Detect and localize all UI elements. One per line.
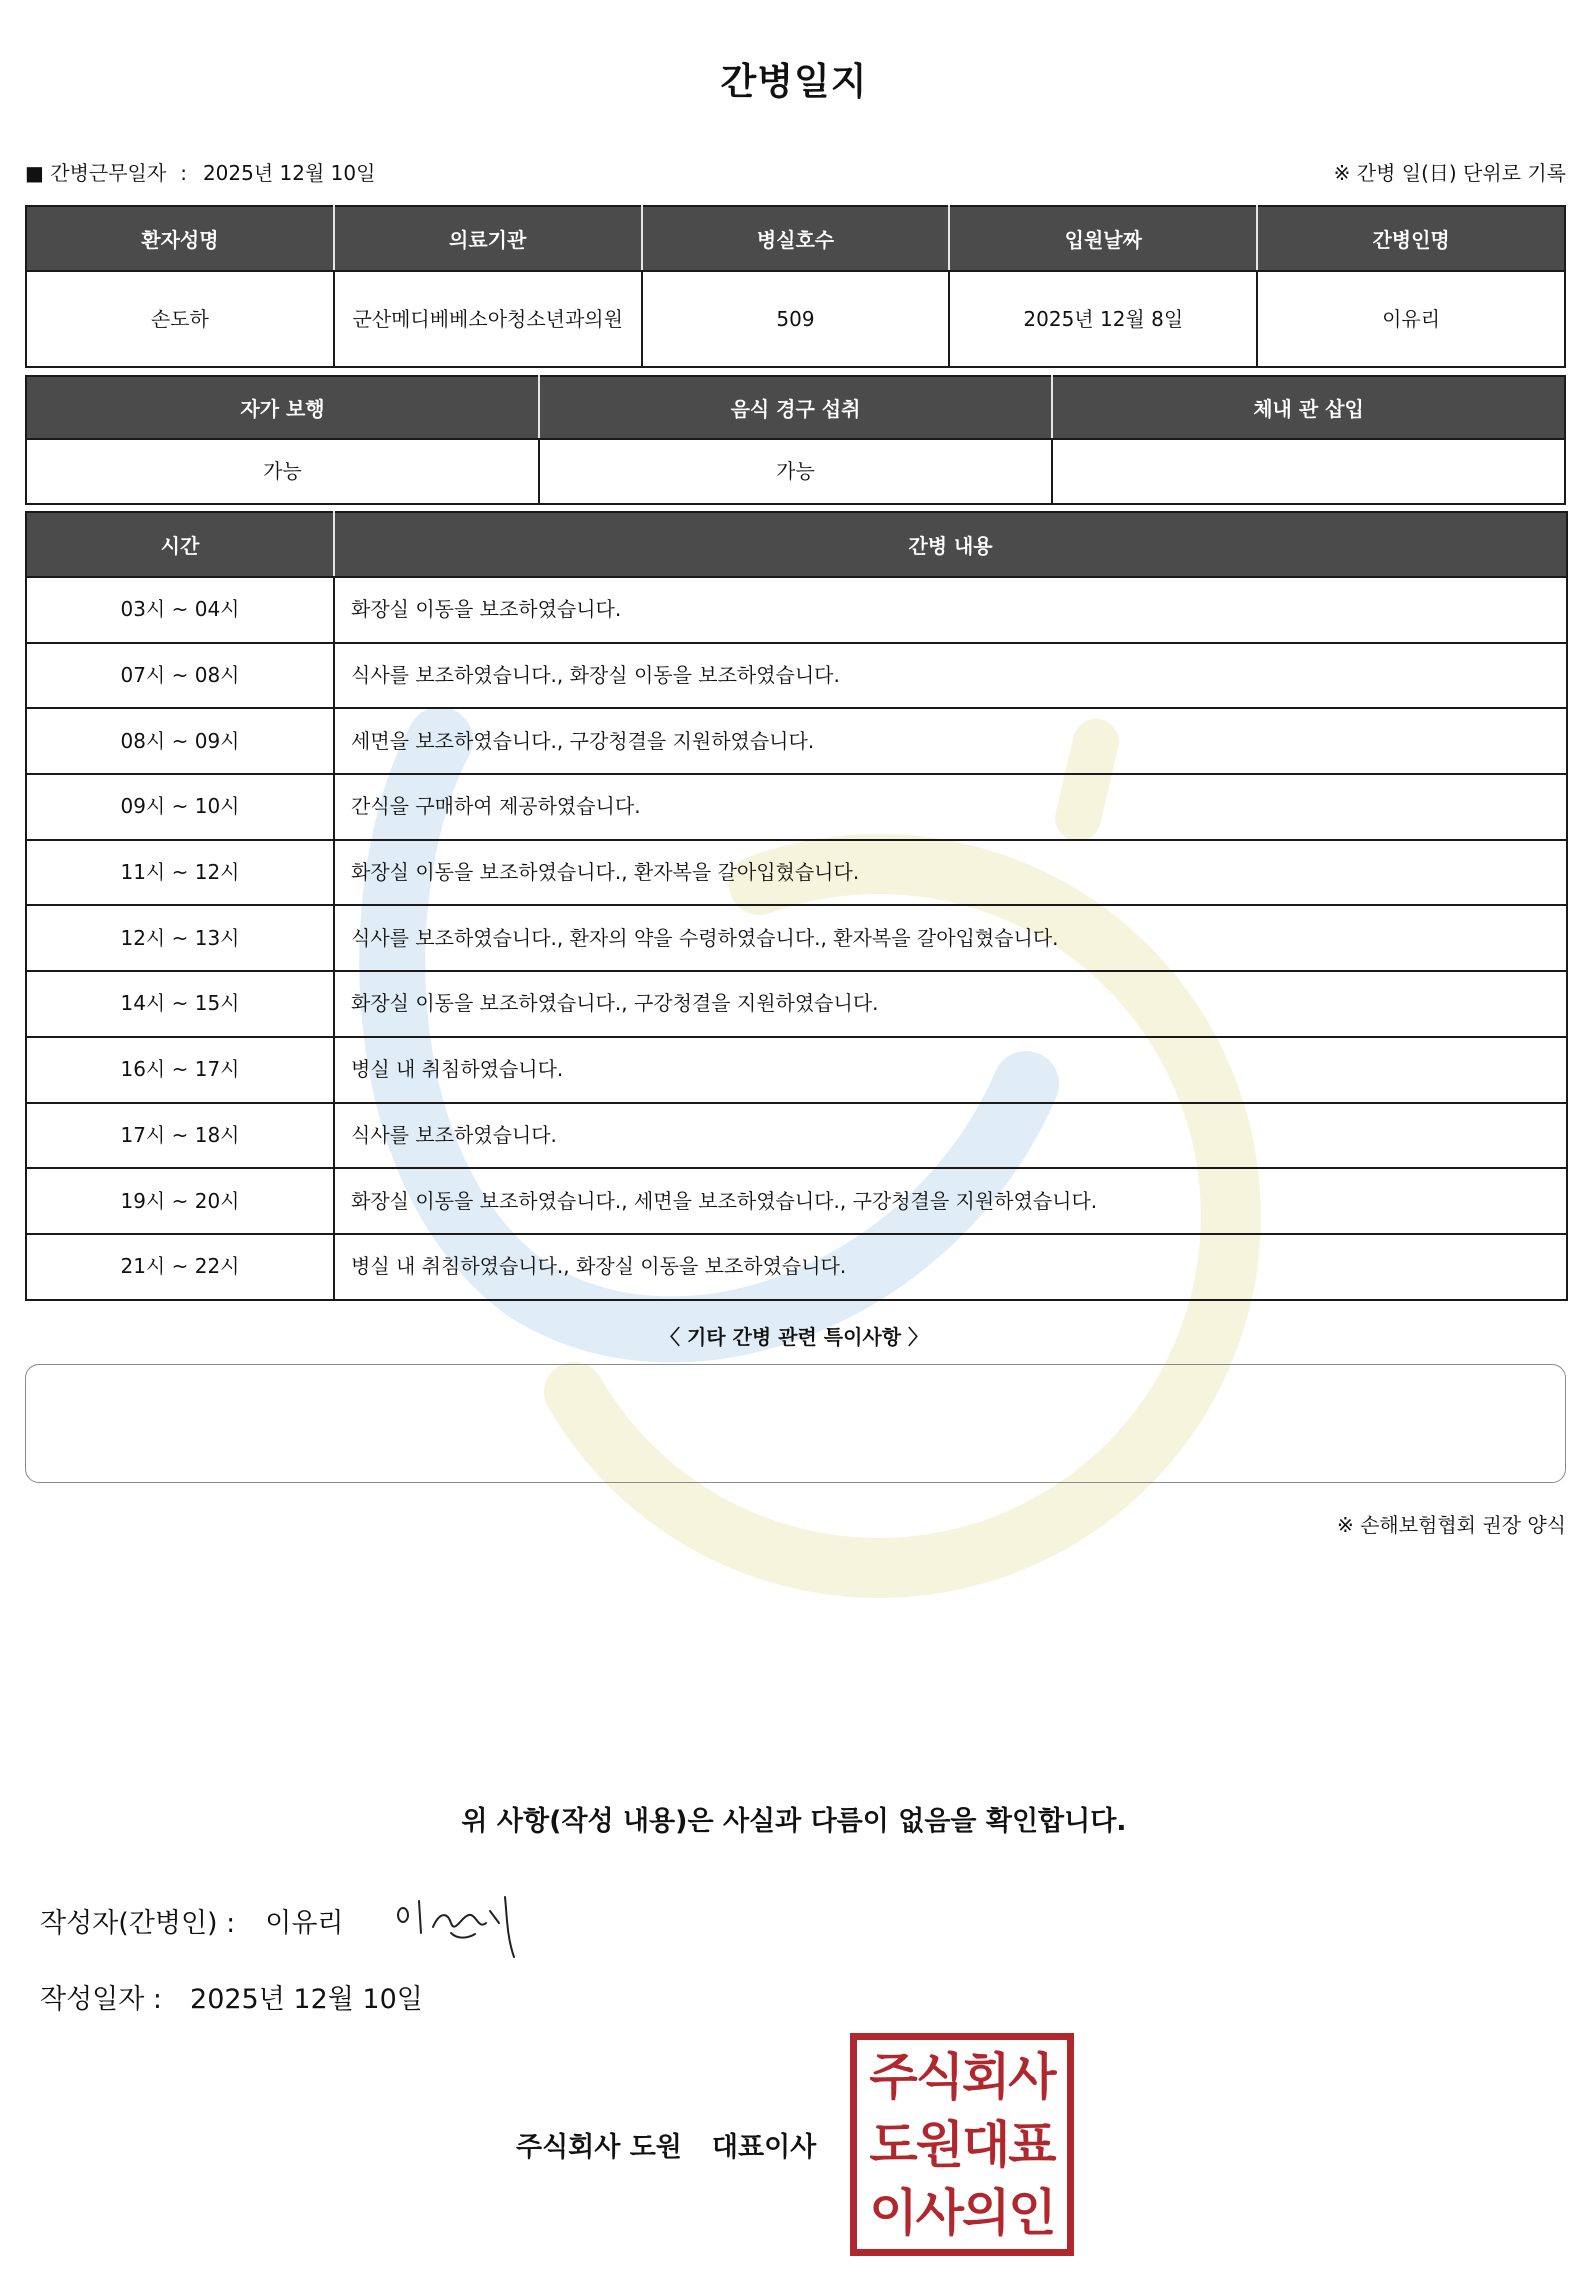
record-unit-note: ※ 간병 일(日) 단위로 기록 [1333, 161, 1566, 185]
log-row [26, 708, 1567, 774]
room-number: 509 [642, 271, 950, 367]
form-source-note: ※ 손해보험협회 권장 양식 [1336, 1513, 1566, 1537]
header-self-walking: 자가 보행 [26, 376, 539, 439]
author-name: 이유리 [265, 1908, 344, 1939]
log-row [26, 774, 1567, 840]
header-time: 시간 [26, 512, 334, 577]
seal-line: 도원대표 [869, 2115, 1055, 2174]
handwritten-signature [393, 1893, 528, 1963]
patient-name: 손도하 [26, 271, 334, 367]
special-notes-box [25, 1364, 1566, 1483]
log-time: 08시 ~ 09시 [26, 708, 334, 774]
log-row [26, 577, 1567, 643]
document-title: 간병일지 [720, 60, 868, 103]
institution-name: 군산메디베베소아청소년과의원 [334, 271, 642, 367]
log-row [26, 643, 1567, 709]
log-content: 화장실 이동을 보조하였습니다., 세면을 보조하였습니다., 구강청결을 지원하였습니다. [334, 1168, 1567, 1234]
log-time: 19시 ~ 20시 [26, 1168, 334, 1234]
log-row [26, 1168, 1567, 1234]
table-header-row [26, 206, 1565, 271]
log-time: 09시 ~ 10시 [26, 774, 334, 840]
header-tube-insertion: 체내 관 삽입 [1052, 376, 1565, 439]
company-name: 주식회사 도원 [516, 2132, 682, 2163]
log-time: 16시 ~ 17시 [26, 1037, 334, 1103]
table-header-row [26, 376, 1565, 439]
log-time: 14시 ~ 15시 [26, 971, 334, 1037]
author-label: 작성자(간병인) : [40, 1908, 236, 1939]
tube-insertion-value [1052, 439, 1565, 504]
work-date-label: ■ 간병근무일자 [25, 161, 167, 185]
confirmation-statement: 위 사항(작성 내용)은 사실과 다름이 없음을 확인합니다. [461, 1806, 1127, 1837]
header-care-content: 간병 내용 [334, 512, 1567, 577]
written-date-label: 작성일자 : [40, 1984, 163, 2015]
log-content: 병실 내 취침하였습니다. [334, 1037, 1567, 1103]
representative-title: 대표이사 [711, 2132, 817, 2163]
log-content: 간식을 구매하여 제공하였습니다. [334, 774, 1567, 840]
log-row [26, 905, 1567, 971]
admission-date: 2025년 12월 8일 [949, 271, 1257, 367]
log-content: 병실 내 취침하였습니다., 화장실 이동을 보조하였습니다. [334, 1234, 1567, 1300]
special-notes-label: 〈 기타 간병 관련 특이사항 〉 [659, 1325, 928, 1349]
log-content: 식사를 보조하였습니다., 환자의 약을 수령하였습니다., 환자복을 갈아입혔습니다. [334, 905, 1567, 971]
log-row [26, 1037, 1567, 1103]
log-time: 12시 ~ 13시 [26, 905, 334, 971]
table-header-row [26, 512, 1567, 577]
seal-line: 주식회사 [869, 2047, 1055, 2106]
company-signatory [516, 2128, 816, 2168]
work-date-line [25, 158, 375, 188]
log-content: 화장실 이동을 보조하였습니다. [334, 577, 1567, 643]
log-row [26, 1234, 1567, 1300]
patient-info-table [25, 205, 1566, 368]
patient-status-table [25, 375, 1566, 505]
log-content: 화장실 이동을 보조하였습니다., 환자복을 갈아입혔습니다. [334, 840, 1567, 906]
header-patient-name: 환자성명 [26, 206, 334, 271]
log-content: 세면을 보조하였습니다., 구강청결을 지원하였습니다. [334, 708, 1567, 774]
header-room-number: 병실호수 [642, 206, 950, 271]
log-row [26, 840, 1567, 906]
header-admission-date: 입원날짜 [949, 206, 1257, 271]
header-oral-intake: 음식 경구 섭취 [539, 376, 1052, 439]
log-row [26, 1103, 1567, 1169]
log-content: 식사를 보조하였습니다., 화장실 이동을 보조하였습니다. [334, 643, 1567, 709]
author-line [40, 1904, 344, 1944]
log-time: 17시 ~ 18시 [26, 1103, 334, 1169]
written-date-value: 2025년 12월 10일 [190, 1984, 423, 2015]
oral-intake-value: 가능 [539, 439, 1052, 504]
log-time: 21시 ~ 22시 [26, 1234, 334, 1300]
work-date-separator: : [180, 161, 187, 185]
log-content: 식사를 보조하였습니다. [334, 1103, 1567, 1169]
header-caregiver-name: 간병인명 [1257, 206, 1565, 271]
caregiver-name: 이유리 [1257, 271, 1565, 367]
table-row [26, 439, 1565, 504]
self-walking-value: 가능 [26, 439, 539, 504]
company-seal-stamp [850, 2033, 1074, 2256]
written-date-line [40, 1980, 423, 2020]
log-time: 03시 ~ 04시 [26, 577, 334, 643]
work-date-value: 2025년 12월 10일 [202, 161, 376, 185]
seal-line: 이사의인 [869, 2183, 1055, 2242]
header-institution: 의료기관 [334, 206, 642, 271]
table-row [26, 271, 1565, 367]
care-log-table [25, 511, 1568, 1301]
log-row [26, 971, 1567, 1037]
log-time: 07시 ~ 08시 [26, 643, 334, 709]
log-time: 11시 ~ 12시 [26, 840, 334, 906]
log-content: 화장실 이동을 보조하였습니다., 구강청결을 지원하였습니다. [334, 971, 1567, 1037]
